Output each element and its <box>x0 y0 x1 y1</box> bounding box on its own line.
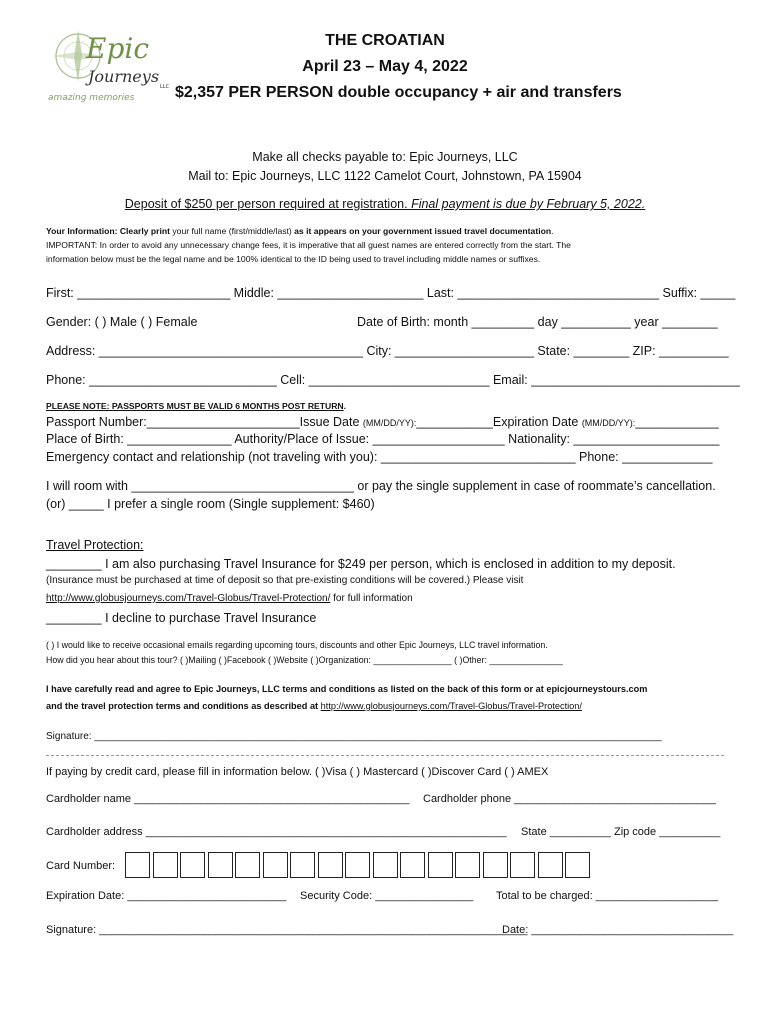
cardholder-address-field[interactable]: Cardholder address ___________________________________________________________ <box>46 826 507 838</box>
card-digit-box[interactable] <box>428 852 453 878</box>
cardholder-phone-field[interactable]: Cardholder phone _________________________________ <box>423 793 717 805</box>
final-payment-text: Final payment is due by February 5, 2022. <box>411 197 646 211</box>
credit-card-type[interactable]: If paying by credit card, please fill in information below. ( )Visa ( ) Mastercard ( )Discover Card ( ) AMEX <box>46 766 549 778</box>
card-digit-box[interactable] <box>538 852 563 878</box>
tour-title: THE CROATIAN <box>325 32 445 49</box>
info-line-3: information below must be the legal name and be 100% identical to the ID being used to travel including middle names or suffixes. <box>46 254 541 264</box>
date-field[interactable]: Date: _________________________________ <box>502 924 734 936</box>
agree-protection-link[interactable]: http://www.globusjourneys.com/Travel-Globus/Travel-Protection/ <box>320 701 582 711</box>
name-fields[interactable]: First: ______________________ Middle: _____________________ Last: _____________________________ Suffix: _____ <box>46 286 736 300</box>
security-code-field[interactable]: Security Code: ________________ <box>300 890 474 902</box>
card-digit-box[interactable] <box>290 852 315 878</box>
card-digit-box[interactable] <box>318 852 343 878</box>
agree-line-1: I have carefully read and agree to Epic Journeys, LLC terms and conditions as listed on the back of this form or at epicjourneystours.com <box>46 684 648 694</box>
state-zip-field[interactable]: State __________ Zip code __________ <box>521 826 721 838</box>
expiration-date-field[interactable]: Expiration Date: __________________________ <box>46 890 287 902</box>
svg-text:Journeys: Journeys <box>88 67 160 86</box>
card-digit-box[interactable] <box>345 852 370 878</box>
phone-field[interactable]: Phone: ___________________________ Cell: __________________________ Email: ______________________________ <box>46 373 740 387</box>
card-number-label: Card Number: <box>46 860 116 872</box>
checks-payable: Make all checks payable to: Epic Journeys, LLC <box>252 150 518 164</box>
card-digit-box[interactable] <box>455 852 480 878</box>
deposit-note <box>0 197 770 211</box>
cut-line <box>46 755 724 756</box>
room-with-field[interactable]: I will room with ________________________________ or pay the single supplement in case of roommate’s cancellation. <box>46 479 716 493</box>
gender-field[interactable]: Gender: ( ) Male ( ) Female <box>46 315 198 329</box>
travel-protection-heading: Travel Protection: <box>46 538 144 552</box>
card-digit-box[interactable] <box>565 852 590 878</box>
card-digit-box[interactable] <box>180 852 205 878</box>
svg-text:Epic: Epic <box>86 32 149 65</box>
purchase-insurance-field[interactable]: ________ I am also purchasing Travel Insurance for $249 per person, which is enclosed in addition to my deposit. <box>46 557 676 571</box>
total-charged-field[interactable]: Total to be charged: ____________________ <box>496 890 719 902</box>
svg-text:amazing memories: amazing memories <box>48 93 135 103</box>
decline-insurance-field[interactable]: ________ I decline to purchase Travel Insurance <box>46 611 317 625</box>
card-digit-box[interactable] <box>400 852 425 878</box>
signature-field-1[interactable]: Signature: ______________________________________________________________________________________________________ <box>46 731 662 742</box>
single-room-field[interactable]: (or) _____ I prefer a single room (Single supplement: $460) <box>46 497 375 511</box>
place-of-birth-field[interactable]: Place of Birth: _______________ Authority/Place of Issue: ___________________ Nationality: _____________________ <box>46 432 720 446</box>
card-number-boxes <box>125 852 593 878</box>
deposit-text: Deposit of $250 per person required at registration. <box>124 197 412 211</box>
tour-price: $2,357 PER PERSON double occupancy + air and transfers <box>175 84 622 101</box>
insurance-link-line: http://www.globusjourneys.com/Travel-Globus/Travel-Protection/ for full information <box>46 593 413 604</box>
card-digit-box[interactable] <box>483 852 508 878</box>
info-line-1: Your Information: Clearly print your full name (first/middle/last) as it appears on your government issued travel documentation. <box>46 226 554 236</box>
passport-note: PLEASE NOTE: PASSPORTS MUST BE VALID 6 MONTHS POST RETURN. <box>46 401 347 411</box>
address-field[interactable]: Address: ______________________________________ City: ____________________ State: ________ ZIP: __________ <box>46 344 729 358</box>
card-digit-box[interactable] <box>153 852 178 878</box>
tour-dates: April 23 – May 4, 2022 <box>302 58 468 75</box>
svg-text:LLC: LLC <box>160 84 170 90</box>
mail-address: Mail to: Epic Journeys, LLC 1122 Camelot Court, Johnstown, PA 15904 <box>188 169 582 183</box>
card-digit-box[interactable] <box>373 852 398 878</box>
email-optin[interactable]: ( ) I would like to receive occasional emails regarding upcoming tours, discounts and other Epic Journeys, LLC travel information. <box>46 640 548 650</box>
info-line-2: IMPORTANT: In order to avoid any unnecessary change fees, it is imperative that all guest names are entered correctly from the start. The <box>46 240 571 250</box>
protection-link[interactable]: http://www.globusjourneys.com/Travel-Globus/Travel-Protection/ <box>46 593 331 604</box>
card-digit-box[interactable] <box>510 852 535 878</box>
dob-field[interactable]: Date of Birth: month _________ day __________ year ________ <box>357 315 718 329</box>
card-digit-box[interactable] <box>208 852 233 878</box>
cardholder-name-field[interactable]: Cardholder name _____________________________________________ <box>46 793 410 805</box>
card-digit-box[interactable] <box>263 852 288 878</box>
how-did-you-hear[interactable]: How did you hear about this tour? ( )Mailing ( )Facebook ( )Website ( )Organization: ________________ ( )Other: _______________ <box>46 655 563 665</box>
card-digit-box[interactable] <box>235 852 260 878</box>
insurance-note: (Insurance must be purchased at time of deposit so that pre-existing conditions will be covered.) Please visit <box>46 575 524 586</box>
agree-line-2: and the travel protection terms and conditions as described at http://www.globusjourneys.com/Travel-Globus/Travel-Protection/ <box>46 701 582 711</box>
emergency-contact-field[interactable]: Emergency contact and relationship (not traveling with you): ____________________________ Phone: _____________ <box>46 450 713 464</box>
card-digit-box[interactable] <box>125 852 150 878</box>
signature-field-2[interactable]: Signature: ______________________________________________________________________ <box>46 924 528 936</box>
passport-number-field[interactable]: Passport Number:______________________Issue Date (MM/DD/YY):___________Expiration Date (MM/DD/YY):____________ <box>46 415 719 429</box>
